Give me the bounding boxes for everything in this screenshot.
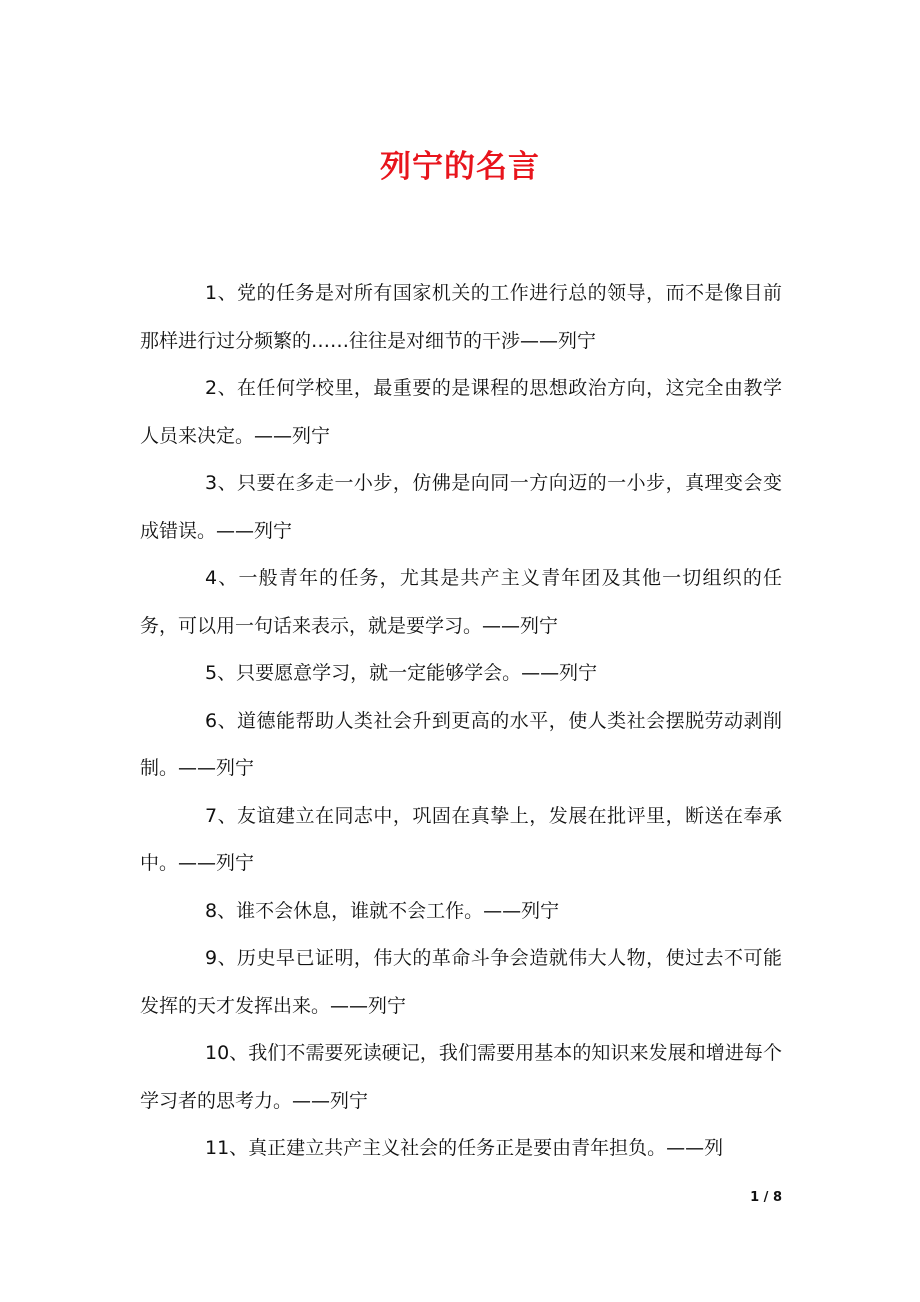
- document-title: 列宁的名言: [380, 149, 540, 185]
- quote-item: 9、历史早已证明，伟大的革命斗争会造就伟大人物，使过去不可能发挥的天才发挥出来。——列宁: [140, 947, 782, 1017]
- quote-item: 11、真正建立共产主义社会的任务正是要由青年担负。——列: [205, 1137, 724, 1159]
- page-number: 1 / 8: [750, 1190, 782, 1205]
- quote-list: [140, 270, 782, 1173]
- quote-item: 6、道德能帮助人类社会升到更高的水平，使人类社会摆脱劳动剥削制。——列宁: [140, 709, 782, 779]
- quote-item: 8、谁不会休息，谁就不会工作。——列宁: [205, 899, 560, 922]
- quote-item: 2、在任何学校里，最重要的是课程的思想政治方向，这完全由教学人员来决定。——列宁: [140, 377, 782, 447]
- quote-item: 4、一般青年的任务，尤其是共产主义青年团及其他一切组织的任务，可以用一句话来表示，就是要学习。——列宁: [140, 567, 782, 637]
- quote-item: 10、我们不需要死读硬记，我们需要用基本的知识来发展和增进每个学习者的思考力。——列宁: [140, 1042, 782, 1112]
- quote-item: 3、只要在多走一小步，仿佛是向同一方向迈的一小步，真理变会变成错误。——列宁: [140, 472, 782, 542]
- quote-item: 1、党的任务是对所有国家机关的工作进行总的领导，而不是像目前那样进行过分频繁的……往往是对细节的干涉——列宁: [140, 282, 782, 352]
- quote-item: 5、只要愿意学习，就一定能够学会。——列宁: [205, 662, 598, 684]
- quote-item: 7、友谊建立在同志中，巩固在真挚上，发展在批评里，断送在奉承中。——列宁: [140, 804, 782, 874]
